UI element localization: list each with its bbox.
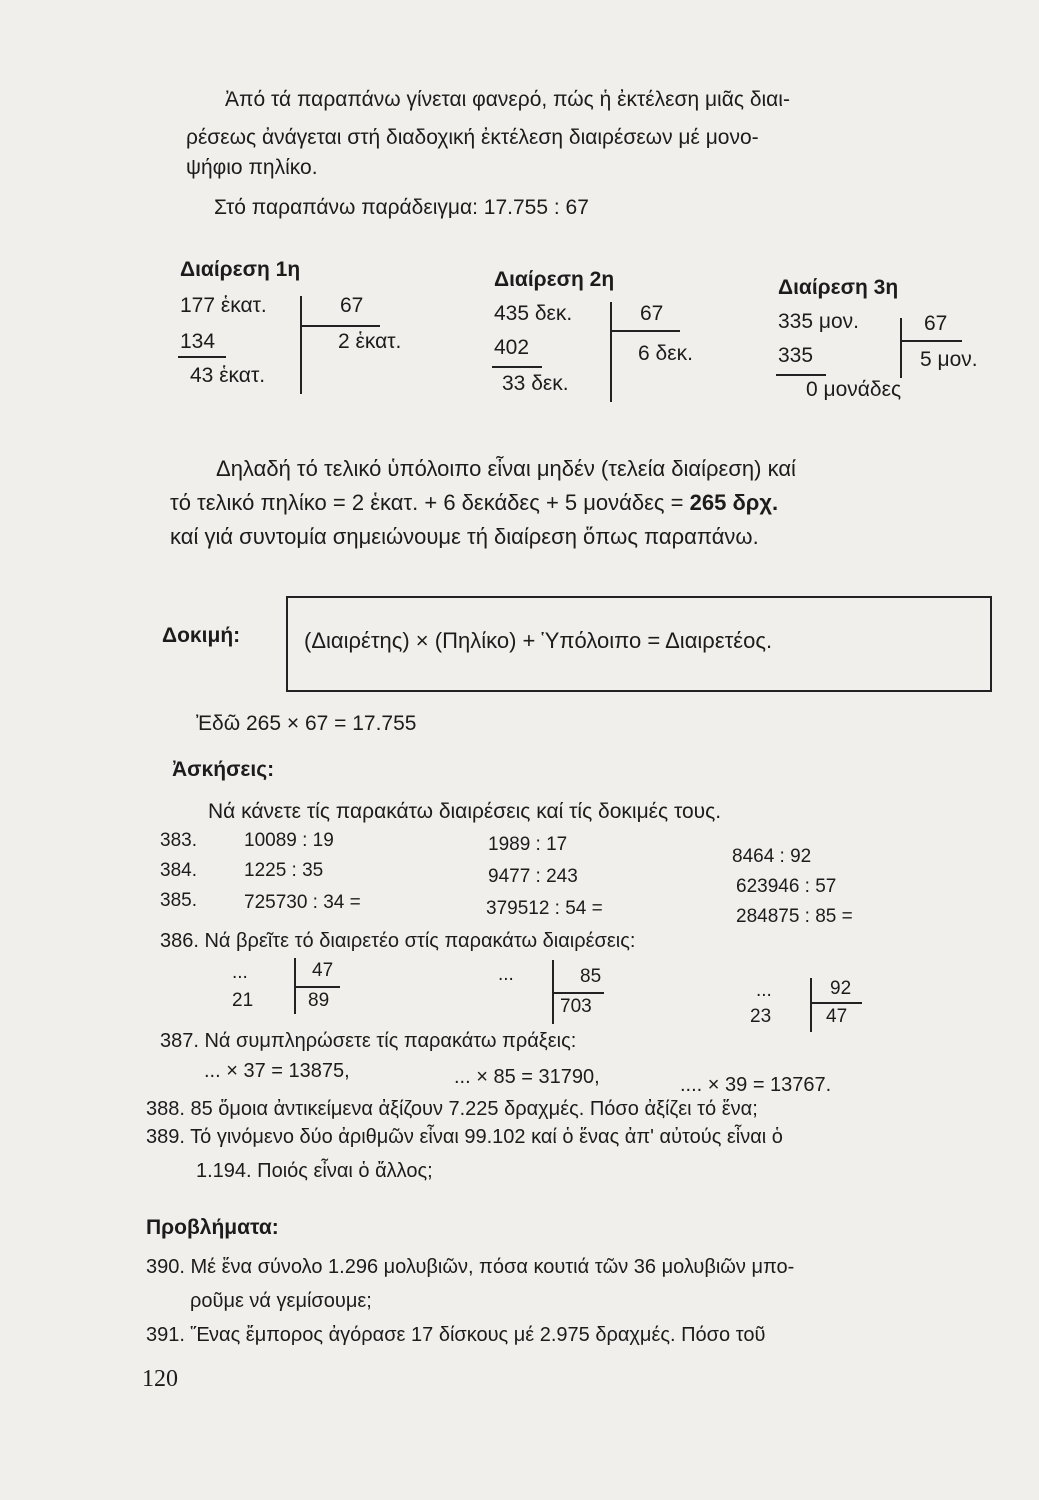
exercise-388: 388. 85 ὅμοια ἀντικείμενα ἀξίζουν 7.225 δραχμές. Πόσο ἀξίζει τό ἕνα; [146, 1098, 758, 1120]
division-1-divisor: 67 [340, 294, 364, 317]
exercise-389-line-2: 1.194. Ποιός εἶναι ὁ ἄλλος; [196, 1160, 433, 1182]
division-3-subtract: 335 [778, 344, 814, 367]
division-3-dividend: 335 μον. [778, 310, 859, 333]
problem-391: 391. Ἕνας ἔμπορος ἀγόρασε 17 δίσκους μέ 2.975 δραχμές. Πόσο τοῦ [146, 1324, 766, 1346]
exercise-386-2-quotient: 703 [560, 996, 592, 1017]
division-3-divisor-line [902, 340, 962, 342]
division-3-vertical-line [900, 318, 902, 378]
summary-total: 265 δρχ. [689, 490, 779, 515]
exercise-386-2-divisor-line [554, 992, 604, 994]
division-1-title: Διαίρεση 1η [180, 258, 301, 281]
exercise-386-3-dividend: ... [756, 980, 772, 1001]
problems-heading: Προβλήματα: [146, 1216, 279, 1239]
exercise-387-b: ... × 85 = 31790, [454, 1066, 600, 1088]
division-1-remainder: 43 ἑκατ. [190, 364, 266, 387]
exercise-383-b: 1989 : 17 [488, 834, 568, 855]
division-3-quotient: 5 μον. [920, 348, 978, 371]
exercise-385-a: 725730 : 34 = [244, 892, 361, 913]
division-1-dividend: 177 ἑκατ. [180, 294, 267, 317]
summary-line-1: Δηλαδή τό τελικό ὑπόλοιπο εἶναι μηδέν (τελεία διαίρεση) καί [216, 456, 796, 481]
exercise-385-c: 284875 : 85 = [736, 906, 853, 927]
exercise-386-1-dividend: ... [232, 962, 248, 983]
division-3-title: Διαίρεση 3η [778, 276, 899, 299]
intro-line-3: ψήφιο πηλίκο. [186, 156, 318, 179]
problem-390-line-2: ροῦμε νά γεμίσουμε; [190, 1290, 372, 1312]
exercise-386-1-divisor: 47 [312, 960, 334, 981]
exercise-386-2-divisor: 85 [580, 966, 602, 987]
exercise-387-a: ... × 37 = 13875, [204, 1060, 350, 1082]
intro-line-2: ρέσεως ἀνάγεται στή διαδοχική ἐκτέλεση διαιρέσεων μέ μονο- [186, 126, 759, 149]
division-1-quotient: 2 ἑκατ. [338, 330, 402, 353]
intro-line-1: Ἀπό τά παραπάνω γίνεται φανερό, πώς ἡ ἐκτέλεση μιᾶς διαι- [225, 88, 790, 111]
division-2-title: Διαίρεση 2η [494, 268, 615, 291]
exercises-instruction: Νά κάνετε τίς παρακάτω διαιρέσεις καί τίς δοκιμές τους. [208, 800, 722, 823]
exercise-383-number: 383. [160, 830, 197, 851]
exercise-389-line-1: 389. Τό γινόμενο δύο ἀριθμῶν εἶναι 99.102 καί ὁ ἕνας ἀπ' αὐτούς εἶναι ὁ [146, 1126, 783, 1148]
exercise-386-3-divisor: 92 [830, 978, 852, 999]
check-example: Ἐδῶ 265 × 67 = 17.755 [196, 712, 417, 735]
division-2-vertical-line [610, 302, 612, 402]
division-1-subtract: 134 [180, 330, 216, 353]
exercise-386-1-remainder: 21 [232, 990, 254, 1011]
division-2-divisor-line [612, 330, 680, 332]
division-3-subtract-line [776, 374, 826, 376]
problem-390-line-1: 390. Μέ ἕνα σύνολο 1.296 μολυβιῶν, πόσα κουτιά τῶν 36 μολυβιῶν μπο- [146, 1256, 795, 1278]
exercise-386-3-vertical-line [810, 978, 812, 1032]
exercise-386-3-divisor-line [812, 1002, 862, 1004]
exercise-386-1-quotient: 89 [308, 990, 330, 1011]
division-2-subtract: 402 [494, 336, 530, 359]
division-2-remainder: 33 δεκ. [502, 372, 569, 395]
exercise-387-text: 387. Νά συμπληρώσετε τίς παρακάτω πράξεις: [160, 1030, 577, 1052]
division-1-vertical-line [300, 296, 302, 394]
division-2-subtract-line [492, 366, 542, 368]
division-2-quotient: 6 δεκ. [638, 342, 693, 365]
exercise-385-number: 385. [160, 890, 197, 911]
check-label: Δοκιμή: [162, 624, 241, 647]
exercise-387-c: .... × 39 = 13767. [680, 1074, 832, 1096]
division-2-dividend: 435 δεκ. [494, 302, 573, 325]
exercises-heading: Ἀσκήσεις: [172, 758, 275, 781]
summary-line-2 [170, 490, 778, 516]
exercise-386-1-divisor-line [296, 986, 340, 988]
division-1-subtract-line [178, 356, 226, 358]
division-3-divisor: 67 [924, 312, 948, 335]
exercise-384-b: 9477 : 243 [488, 866, 578, 887]
summary-line-2-text: τό τελικό πηλίκο = 2 ἑκατ. + 6 δεκάδες + 5 μονάδες = [170, 490, 690, 515]
page-number: 120 [142, 1366, 178, 1392]
exercise-386-text: 386. Νά βρεῖτε τό διαιρετέο στίς παρακάτω διαιρέσεις: [160, 930, 636, 952]
exercise-383-a: 10089 : 19 [244, 830, 334, 851]
check-formula: (Διαιρέτης) × (Πηλίκο) + Ὑπόλοιπο = Διαιρετέος. [304, 628, 773, 653]
exercise-384-c: 623946 : 57 [736, 876, 837, 897]
exercise-385-b: 379512 : 54 = [486, 898, 603, 919]
division-3-remainder: 0 μονάδες [806, 378, 902, 401]
exercise-384-a: 1225 : 35 [244, 860, 324, 881]
exercise-386-2-dividend: ... [498, 964, 514, 985]
division-2-divisor: 67 [640, 302, 664, 325]
exercise-386-3-remainder: 23 [750, 1006, 772, 1027]
summary-line-3: καί γιά συντομία σημειώνουμε τή διαίρεση ὅπως παραπάνω. [170, 524, 759, 549]
intro-line-4: Στό παραπάνω παράδειγμα: 17.755 : 67 [214, 196, 589, 219]
exercise-386-3-quotient: 47 [826, 1006, 848, 1027]
exercise-383-c: 8464 : 92 [732, 846, 812, 867]
division-1-divisor-line [302, 325, 380, 327]
exercise-384-number: 384. [160, 860, 197, 881]
